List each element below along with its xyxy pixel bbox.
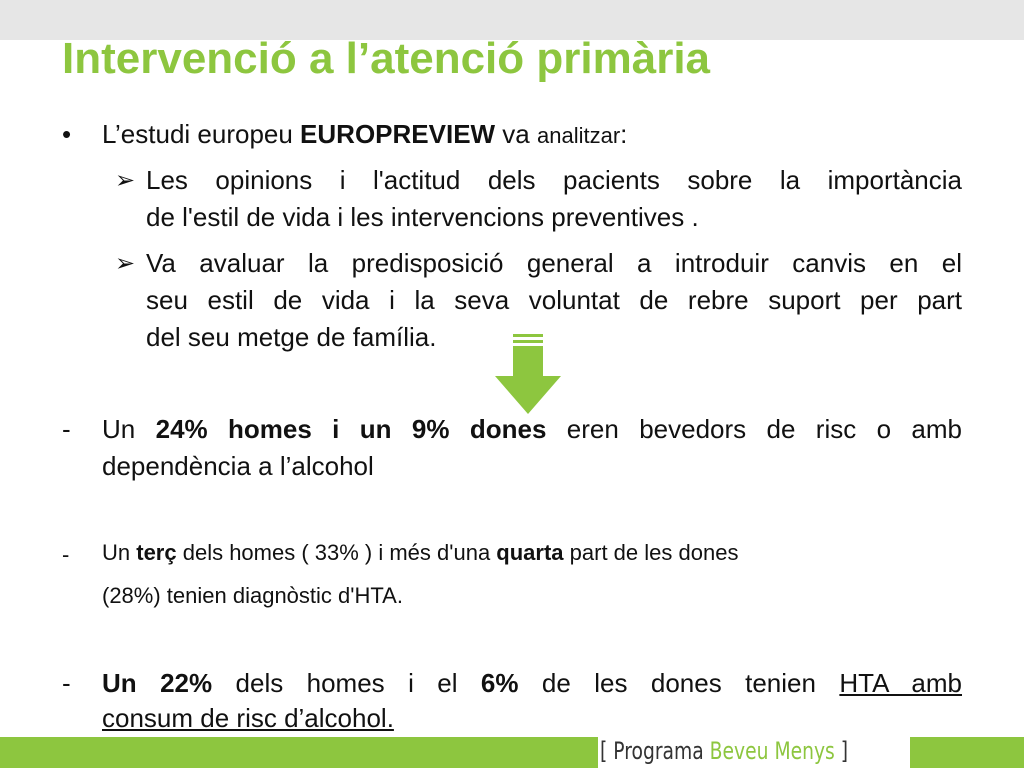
footer-logo (600, 736, 849, 767)
dash2-text-post: part de les dones (563, 540, 739, 565)
dash3-line1 (102, 665, 962, 702)
footer-open-bracket: [ (600, 737, 614, 765)
bullet1-text-pre: L’estudi europeu (102, 119, 301, 149)
dash-icon: - (62, 668, 71, 698)
dash2-text-mid: dels homes ( 33% ) i més d'una (176, 540, 497, 565)
sub1-line1: Les opinions i l'actitud dels pacients sobre la importància (146, 165, 962, 195)
bullet1-text-small: analitzar (537, 123, 621, 148)
dash1-text-bold: 24% homes i un 9% dones (155, 414, 547, 444)
sub-arrow-icon: ➢ (115, 250, 136, 277)
dash3-text-bold1: Un 22% (102, 668, 213, 698)
sub-arrow-icon: ➢ (115, 167, 136, 194)
dash-icon: - (62, 414, 71, 444)
dash2-text-pre: Un (102, 540, 137, 565)
dash2-line1 (102, 534, 738, 571)
bullet-icon: • (62, 119, 72, 149)
dash-icon: - (62, 542, 70, 567)
dash3-text-mid2: de les dones tenien (518, 668, 840, 698)
dash2-text-bold2: quarta (496, 540, 564, 565)
dash3-text-mid1: dels homes i el (212, 668, 481, 698)
footer-word-programa: Programa (613, 737, 710, 765)
sub2-line1: Va avaluar la predisposició general a introduir canvis en el (146, 248, 962, 278)
dash1-text-pre: Un (102, 414, 156, 444)
dash2-line2: (28%) tenien diagnòstic d'HTA. (102, 583, 403, 608)
dash3-text-bold2: 6% (480, 668, 519, 698)
bullet1-text-post: : (620, 119, 628, 149)
sub2-line2: seu estil de vida i la seva voluntat de rebre suport per part (146, 285, 962, 315)
dash3-line2: consum de risc d’alcohol. (102, 703, 394, 733)
green-down-arrow-icon (493, 332, 563, 416)
dash1-line2: dependència a l’alcohol (102, 451, 374, 481)
footer-brand: Beveu Menys (709, 737, 835, 765)
sub2-line3: del seu metge de família. (146, 322, 437, 352)
sub1-line2: de l'estil de vida i les intervencions preventives . (146, 202, 699, 232)
bullet1-text-mid: va (495, 119, 537, 149)
dash1-text-post: eren bevedors de risc o amb (546, 414, 963, 444)
dash3-text-underline1: HTA amb (839, 668, 962, 698)
bullet1-text-bold: EUROPREVIEW (300, 119, 496, 149)
bullet-europreview (102, 116, 972, 154)
dash2-text-bold1: terç (136, 540, 177, 565)
dash1-line1 (102, 411, 962, 448)
footer-close-bracket: ] (834, 737, 849, 765)
slide-title: Intervenció a l’atenció primària (62, 34, 711, 83)
